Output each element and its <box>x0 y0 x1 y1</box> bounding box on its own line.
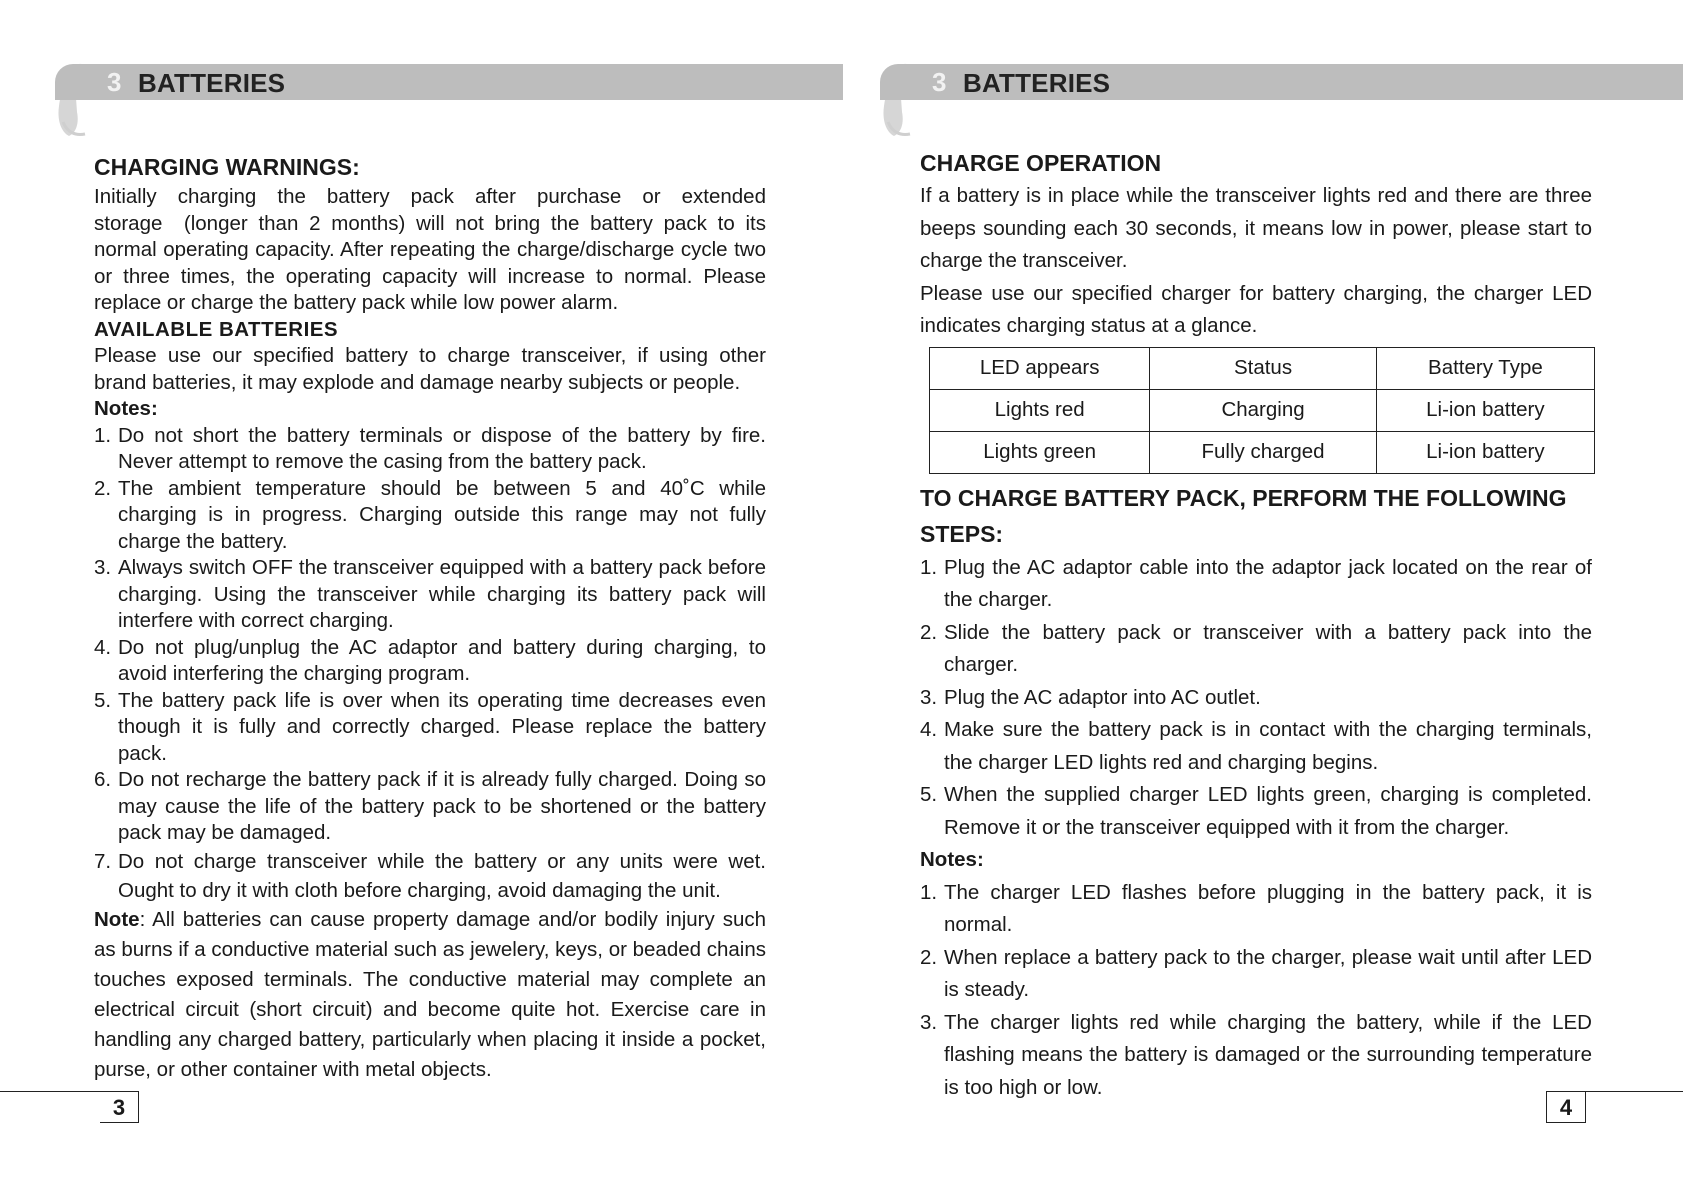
item-text: Slide the battery pack or transceiver with a battery pack into the charger. <box>944 620 1592 676</box>
table-cell: Fully charged <box>1150 431 1376 473</box>
page-rule <box>1584 1091 1683 1092</box>
item-text: Plug the AC adaptor into AC outlet. <box>944 685 1261 709</box>
item-number: 3. <box>920 685 938 709</box>
charge-operation-heading: CHARGE OPERATION <box>920 150 1162 176</box>
item-number: 2. <box>920 945 938 969</box>
item-text: When the supplied charger LED lights green, charging is completed. Remove it or the transceiver equipped with it from the charger. <box>944 783 1592 839</box>
notes-title: Notes: <box>94 397 158 420</box>
page-rule <box>0 1091 100 1092</box>
available-batteries-heading: AVAILABLE BATTERIES <box>94 317 339 341</box>
item-text: When replace a battery pack to the charger, please wait until after LED is steady. <box>944 945 1592 1001</box>
list-item <box>920 617 1592 682</box>
item-number: 3. <box>94 556 112 579</box>
notes-title: Notes: <box>920 848 984 871</box>
item-number: 2. <box>920 620 938 644</box>
left-content <box>94 150 766 1085</box>
page-number-box <box>0 1091 140 1123</box>
note-label: Note <box>94 907 140 931</box>
list-item <box>920 1007 1592 1105</box>
table-cell: Li-ion battery <box>1376 431 1594 473</box>
section-header-bar <box>880 64 1683 100</box>
item-text: The ambient temperature should be between 5 and 40˚C while charging is in progress. Charging outside this range may not fully charge the battery. <box>118 476 766 553</box>
table-cell: Li-ion battery <box>1376 389 1594 431</box>
list-item <box>94 476 766 556</box>
section-title: BATTERIES <box>138 68 286 98</box>
available-batteries-text: Please use our specified battery to charge transceiver, if using other brand batteries, it may explode and damage nearby subjects or people. <box>94 344 766 394</box>
charging-warnings-text: Initially charging the battery pack after purchase or extended storage (longer than 2 months) will not bring the battery pack to its normal operating capacity. After repeating the charge/discharge cycle two or three times, the operating capacity will increase to normal. Please replace or charge the battery pack while low power alarm. <box>94 185 766 314</box>
item-number: 5. <box>920 783 938 806</box>
table-cell: Lights red <box>930 389 1150 431</box>
item-text: Do not short the battery terminals or dispose of the battery by fire. Never attempt to remove the casing from the battery pack. <box>118 423 766 473</box>
list-item <box>94 767 766 847</box>
steps-heading: TO CHARGE BATTERY PACK, PERFORM THE FOLLOWING STEPS: <box>920 484 1567 547</box>
table-header-cell: Battery Type <box>1376 347 1594 389</box>
list-item <box>920 682 1592 715</box>
item-text: Make sure the battery pack is in contact with the charging terminals, the charger LED lights red and charging begins. <box>944 718 1592 774</box>
item-number: 1. <box>920 880 938 904</box>
item-text: Plug the AC adaptor cable into the adaptor jack located on the rear of the charger. <box>944 555 1592 611</box>
item-number: 7. <box>94 849 112 873</box>
list-item <box>920 877 1592 942</box>
section-number: 3 <box>107 67 122 97</box>
list-item <box>920 942 1592 1007</box>
item-number: 6. <box>94 768 112 791</box>
note-text: : All batteries can cause property damage and/or bodily injury such as burns if a conductive material such as jewelery, keys, or beaded chains touches exposed terminals. The conductive material may complete an electrical circuit (short circuit) and become quite hot. Exercise care in handling any charged battery, particularly when placing it inside a pocket, purse, or other container with metal objects. <box>94 907 766 1081</box>
table-row <box>930 431 1595 473</box>
table-cell: Charging <box>1150 389 1376 431</box>
item-number: 4. <box>94 635 112 659</box>
item-number: 4. <box>920 718 938 741</box>
list-item <box>94 635 766 688</box>
table-header-row <box>930 347 1595 389</box>
led-status-table <box>929 347 1595 474</box>
table-header-cell: Status <box>1150 347 1376 389</box>
steps-list <box>920 552 1592 845</box>
section-header-bar <box>55 64 843 100</box>
list-item <box>920 552 1592 617</box>
item-text: Do not recharge the battery pack if it is already fully charged. Doing so may cause the life of the battery pack to be shortened or the battery pack may be damaged. <box>118 768 766 844</box>
item-text: Do not plug/unplug the AC adaptor and battery during charging, to avoid interfering the charging program. <box>118 635 766 685</box>
item-text: The charger lights red while charging the battery, while if the LED flashing means the battery is damaged or the surrounding temperature is too high or low. <box>944 1010 1592 1099</box>
item-text: Always switch OFF the transceiver equipped with a battery pack before charging. Using the transceiver while charging its battery pack will interfere with correct charging. <box>118 556 766 632</box>
table-row <box>930 389 1595 431</box>
charging-warnings-heading: CHARGING WARNINGS: <box>94 154 360 180</box>
page-number-box <box>1546 1091 1683 1123</box>
page-number: 4 <box>1546 1091 1586 1123</box>
notes-list <box>920 877 1592 1105</box>
charge-operation-text: If a battery is in place while the transceiver lights red and there are three beeps sounding each 30 seconds, it means low in power, please start to charge the transceiver. <box>920 184 1592 272</box>
item-text: The charger LED flashes before plugging in the battery pack, it is normal. <box>944 880 1592 936</box>
list-item <box>920 779 1592 844</box>
item-number: 5. <box>94 688 112 712</box>
table-cell: Lights green <box>930 431 1150 473</box>
notes-list <box>94 423 766 905</box>
charger-text: Please use our specified charger for battery charging, the charger LED indicates charging status at a glance. <box>920 281 1592 337</box>
table-header-cell: LED appears <box>930 347 1150 389</box>
right-content <box>920 146 1592 1104</box>
item-number: 3. <box>920 1010 938 1034</box>
note-paragraph <box>94 905 766 1085</box>
list-item <box>920 714 1592 779</box>
item-number: 1. <box>94 423 112 447</box>
page-number: 3 <box>100 1091 139 1123</box>
list-item <box>94 688 766 768</box>
list-item <box>94 847 766 905</box>
item-number: 1. <box>920 555 938 579</box>
section-title: BATTERIES <box>963 68 1111 98</box>
item-text: The battery pack life is over when its operating time decreases even though it is fully and correctly charged. Please replace the battery pack. <box>118 688 766 765</box>
list-item <box>94 423 766 476</box>
item-text: Do not charge transceiver while the battery or any units were wet. Ought to dry it with cloth before charging, avoid damaging the unit. <box>118 849 766 902</box>
section-number: 3 <box>932 67 947 97</box>
list-item <box>94 555 766 635</box>
item-number: 2. <box>94 476 112 500</box>
